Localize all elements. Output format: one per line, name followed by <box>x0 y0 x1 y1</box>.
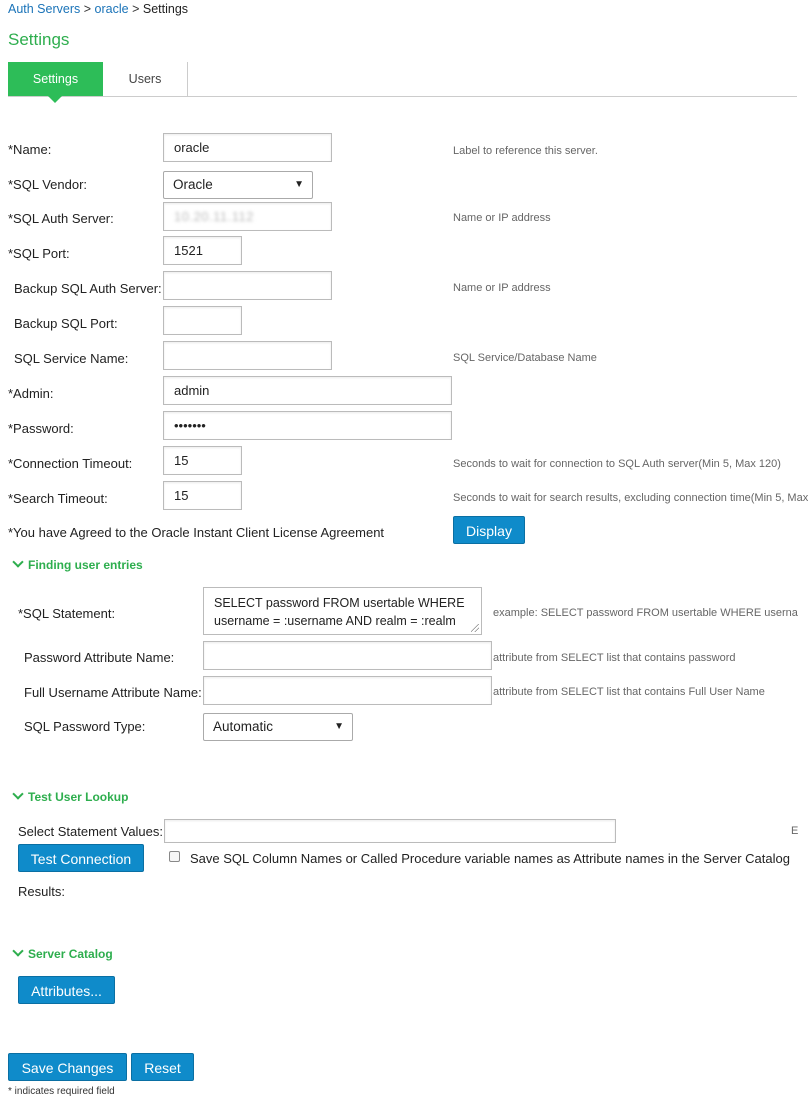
name-label: *Name: <box>8 142 52 157</box>
backup-server-hint: Name or IP address <box>453 282 551 294</box>
display-license-button[interactable]: Display <box>453 516 525 544</box>
section-finding-user-entries[interactable] <box>12 558 143 572</box>
tab-bar <box>8 62 797 97</box>
dropdown-arrow-icon: ▼ <box>294 179 304 190</box>
breadcrumb-separator: > <box>83 2 92 16</box>
breadcrumb-current: Settings <box>142 2 189 16</box>
resize-handle-icon[interactable] <box>471 624 479 632</box>
select-statement-values-hint: E <box>791 825 799 837</box>
test-connection-button[interactable]: Test Connection <box>18 844 144 872</box>
tab-settings[interactable] <box>8 62 103 96</box>
sql-password-type-value: Automatic <box>213 719 274 734</box>
backup-server-label: Backup SQL Auth Server: <box>14 281 162 296</box>
results-label: Results: <box>18 884 65 899</box>
sql-auth-server-value: 10.20.11.112 <box>174 209 254 224</box>
chevron-down-icon <box>12 556 23 567</box>
tab-users-label: Users <box>128 72 162 86</box>
password-attribute-label: Password Attribute Name: <box>24 650 175 665</box>
search-timeout-hint: Seconds to wait for search results, excluding connection time(Min 5, Max <box>453 492 808 504</box>
sql-password-type-label: SQL Password Type: <box>24 719 146 734</box>
sql-port-input[interactable] <box>163 236 242 265</box>
password-input[interactable] <box>163 411 452 440</box>
name-input[interactable] <box>163 133 332 162</box>
sql-password-type-select[interactable] <box>203 713 353 741</box>
sql-statement-textarea[interactable] <box>203 587 482 635</box>
connection-timeout-input[interactable] <box>163 446 242 475</box>
backup-port-label: Backup SQL Port: <box>14 316 118 331</box>
password-mask: ••••••• <box>174 418 206 433</box>
full-username-attribute-label: Full Username Attribute Name: <box>24 685 202 700</box>
tab-active-indicator <box>48 96 62 103</box>
page-title: Settings <box>8 30 70 49</box>
sql-statement-label: *SQL Statement: <box>18 606 116 621</box>
sql-statement-line: username = :username AND realm = :realm <box>214 614 456 628</box>
breadcrumb <box>8 2 188 16</box>
required-field-footnote: * indicates required field <box>8 1086 115 1097</box>
save-attribute-names-checkbox[interactable] <box>169 851 180 862</box>
breadcrumb-link-auth-servers[interactable]: Auth Servers <box>8 2 81 16</box>
backup-server-input[interactable] <box>163 271 332 300</box>
tab-users[interactable] <box>103 62 188 96</box>
sql-statement-hint: example: SELECT password FROM usertable WHERE userna <box>493 607 798 619</box>
search-timeout-label: *Search Timeout: <box>8 491 108 506</box>
sql-statement-line: SELECT password FROM usertable WHERE <box>214 596 465 610</box>
password-attribute-hint: attribute from SELECT list that contains password <box>493 652 736 664</box>
connection-timeout-hint: Seconds to wait for connection to SQL Auth server(Min 5, Max 120) <box>453 458 781 470</box>
sql-vendor-select[interactable] <box>163 171 313 199</box>
sql-vendor-label: *SQL Vendor: <box>8 177 88 192</box>
search-timeout-input[interactable] <box>163 481 242 510</box>
tab-settings-label: Settings <box>32 72 79 86</box>
admin-input[interactable] <box>163 376 452 405</box>
service-name-label: SQL Service Name: <box>14 351 129 366</box>
section-title: Server Catalog <box>28 947 113 961</box>
chevron-down-icon <box>12 788 23 799</box>
backup-port-input[interactable] <box>163 306 242 335</box>
sql-auth-server-hint: Name or IP address <box>453 212 551 224</box>
full-username-attribute-input[interactable] <box>203 676 492 705</box>
reset-button[interactable]: Reset <box>131 1053 194 1081</box>
service-name-input[interactable] <box>163 341 332 370</box>
password-label: *Password: <box>8 421 74 436</box>
sql-auth-server-input[interactable] <box>163 202 332 231</box>
license-agreement-text: *You have Agreed to the Oracle Instant Client License Agreement <box>8 525 385 540</box>
full-username-attribute-hint: attribute from SELECT list that contains Full User Name <box>493 686 765 698</box>
name-hint: Label to reference this server. <box>453 145 598 157</box>
service-name-hint: SQL Service/Database Name <box>453 352 597 364</box>
save-attribute-names-label: Save SQL Column Names or Called Procedure variable names as Attribute names in the Server Catalog <box>190 851 790 866</box>
section-title: Finding user entries <box>28 558 143 572</box>
sql-vendor-value: Oracle <box>173 177 213 192</box>
admin-label: *Admin: <box>8 386 54 401</box>
select-statement-values-label: Select Statement Values: <box>18 824 164 839</box>
sql-port-label: *SQL Port: <box>8 246 70 261</box>
password-attribute-input[interactable] <box>203 641 492 670</box>
select-statement-values-input[interactable] <box>164 819 616 843</box>
dropdown-arrow-icon: ▼ <box>334 721 344 732</box>
breadcrumb-separator: > <box>132 2 140 16</box>
section-test-user-lookup[interactable] <box>12 790 128 804</box>
chevron-down-icon <box>12 945 23 956</box>
sql-auth-server-label: *SQL Auth Server: <box>8 211 114 226</box>
section-server-catalog[interactable] <box>12 947 113 961</box>
section-title: Test User Lookup <box>28 790 129 804</box>
connection-timeout-label: *Connection Timeout: <box>8 456 133 471</box>
attributes-button[interactable]: Attributes... <box>18 976 115 1004</box>
breadcrumb-link-oracle[interactable]: oracle <box>94 2 129 16</box>
save-changes-button[interactable]: Save Changes <box>8 1053 127 1081</box>
